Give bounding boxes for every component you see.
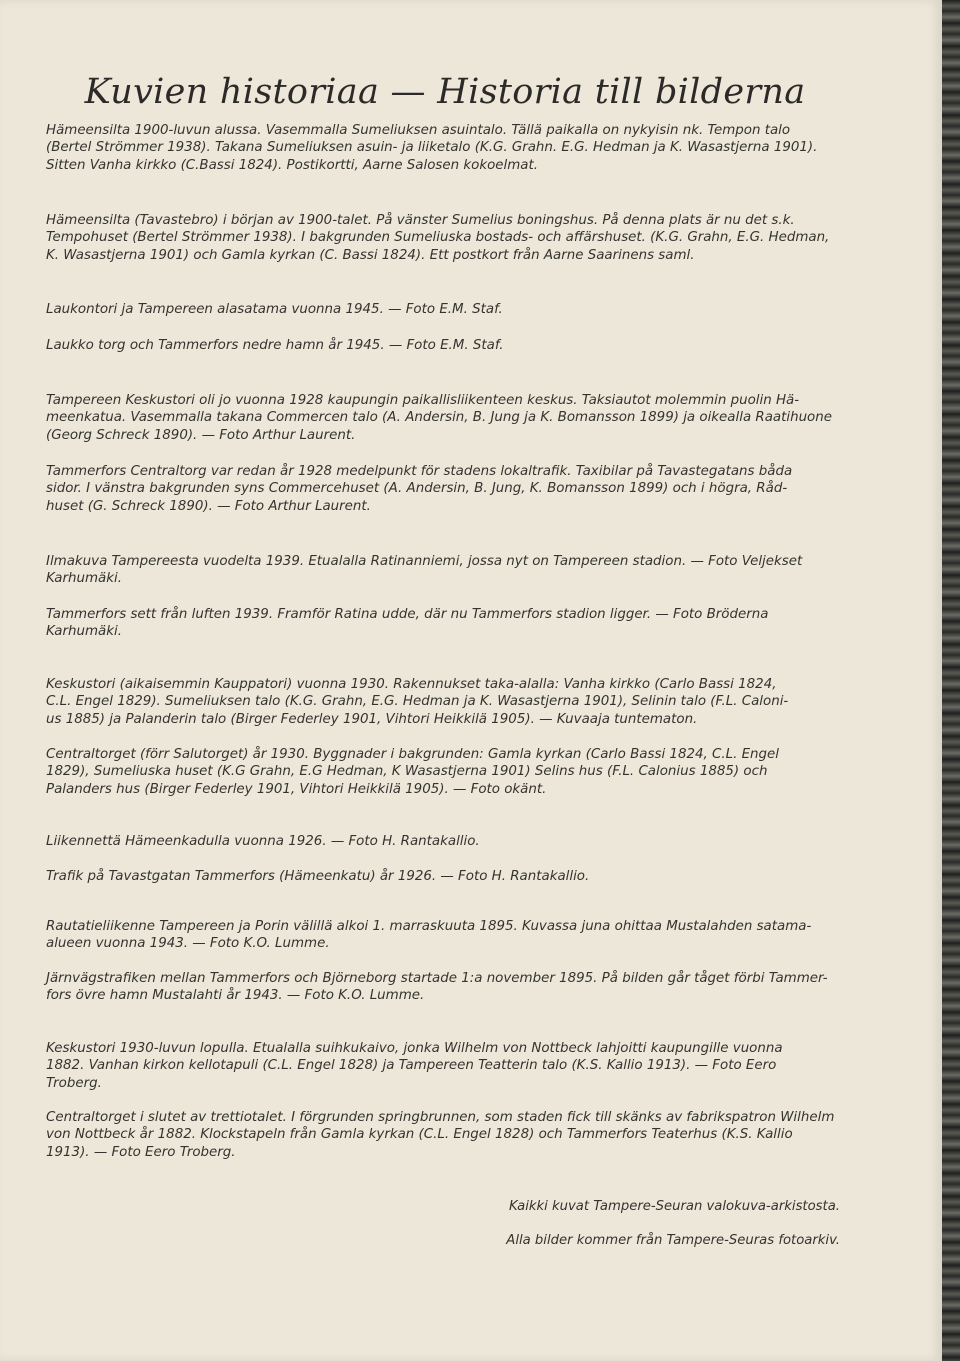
caption-paragraph: Keskustori (aikaisemmin Kauppatori) vuonna 1930. Rakennukset taka-alalla: Vanha kirkko (Carlo Bassi 1824, C.L. Engel 1829). Sumeliuksen talo (K.G. Grahn, E.G. Hedman ja K. Wasastjerna 1901), Selinin talo (F.L. Caloni- us 1885) ja Palanderin talo (Birger Federley 1901, Vihtori Heikkilä 1905). — Kuvaaja tuntematon.: [46, 677, 789, 727]
caption-paragraph: Rautatieliikenne Tampereen ja Porin välillä alkoi 1. marraskuuta 1895. Kuvassa juna ohittaa Mustalahden satama- alueen vuonna 1943. — Foto K.O. Lumme.: [46, 919, 812, 952]
caption-paragraph: Centraltorget i slutet av trettiotalet. I förgrunden springbrunnen, som staden fick till skänks av fabrikspatron Wilhelm von Nottbeck år 1882. Klockstapeln från Gamla kyrkan (C.L. Engel 1828) och Tammerfors Teaterhus (K.S. Kallio 1913). — Foto Eero Troberg.: [46, 1110, 835, 1160]
credit-line-swedish: Alla bilder kommer från Tampere-Seuras fotoarkiv.: [506, 1233, 840, 1248]
caption-paragraph: Centraltorget (förr Salutorget) år 1930. Byggnader i bakgrunden: Gamla kyrkan (Carlo Bassi 1824, C.L. Engel 1829), Sumeliuska huset (K.G Grahn, E.G Hedman, K Wasastjerna 1901) Selins hus (F.L. Calonius 1885) och Palanders hus (Birger Federley 1901, Vihtori Heikkilä 1905). — Foto okänt.: [46, 747, 779, 797]
caption-paragraph: Järnvägstrafiken mellan Tammerfors och Björneborg startade 1:a november 1895. På bilden går tåget förbi Tammer- fors övre hamn Mustalahti år 1943. — Foto K.O. Lumme.: [46, 971, 828, 1004]
caption-paragraph: Tammerfors Centraltorg var redan år 1928 medelpunkt för stadens lokaltrafik. Taxibilar på Tavastegatans båda sidor. I vänstra bakgrunden syns Commercehuset (A. Andersin, B. Jung, K. Bomansson 1899) och i högra, Råd- huset (G. Schreck 1890). — Foto Arthur Laurent.: [46, 464, 793, 514]
caption-paragraph: Trafik på Tavastgatan Tammerfors (Hämeenkatu) år 1926. — Foto H. Rantakallio.: [46, 869, 590, 884]
page-title: Kuvien historiaa — Historia till bilderna: [84, 72, 806, 112]
caption-paragraph: Hämeensilta 1900-luvun alussa. Vasemmalla Sumeliuksen asuintalo. Tällä paikalla on nykyisin nk. Tempon talo (Bertel Strömmer 1938). Takana Sumeliuksen asuin- ja liiketalo (K.G. Grahn. E.G. Hedman ja K. Wasastjerna 1901). Sitten Vanha kirkko (C.Bassi 1824). Postikortti, Aarne Salosen kokoelmat.: [46, 123, 818, 173]
caption-paragraph: Ilmakuva Tampereesta vuodelta 1939. Etualalla Ratinanniemi, jossa nyt on Tampereen stadion. — Foto Veljekset Karhumäki.: [46, 554, 803, 587]
caption-paragraph: Tampereen Keskustori oli jo vuonna 1928 kaupungin paikallisliikenteen keskus. Taksiautot molemmin puolin Hä- meenkatua. Vasemmalla takana Commercen talo (A. Andersin, B. Jung ja K. Bomansson 1899) ja oikealla Raatihuone (Georg Schreck 1890). — Foto Arthur Laurent.: [46, 393, 832, 443]
credit-line-finnish: Kaikki kuvat Tampere-Seuran valokuva-arkistosta.: [508, 1199, 840, 1214]
caption-paragraph: Laukko torg och Tammerfors nedre hamn år 1945. — Foto E.M. Staf.: [46, 338, 504, 353]
caption-paragraph: Hämeensilta (Tavastebro) i början av 1900-talet. På vänster Sumelius boningshus. På denna plats är nu det s.k. Tempohuset (Bertel Strömmer 1938). I bakgrunden Sumeliuska bostads- och affärshuset. (K.G. Grahn, E.G. Hedman, K. Wasastjerna 1901) och Gamla kyrkan (C. Bassi 1824). Ett postkort från Aarne Saarinens saml.: [46, 213, 830, 263]
caption-paragraph: Keskustori 1930-luvun lopulla. Etualalla suihkukaivo, jonka Wilhelm von Nottbeck lahjoitti kaupungille vuonna 1882. Vanhan kirkon kellotapuli (C.L. Engel 1828) ja Tampereen Teatterin talo (K.S. Kallio 1913). — Foto Eero Troberg.: [46, 1041, 783, 1091]
caption-paragraph: Tammerfors sett från luften 1939. Framför Ratina udde, där nu Tammerfors stadion ligger. — Foto Bröderna Karhumäki.: [46, 607, 769, 640]
caption-paragraph: Liikennettä Hämeenkadulla vuonna 1926. — Foto H. Rantakallio.: [46, 834, 480, 849]
caption-paragraph: Laukontori ja Tampereen alasatama vuonna 1945. — Foto E.M. Staf.: [46, 302, 503, 317]
page-edge-background: [942, 0, 960, 1361]
